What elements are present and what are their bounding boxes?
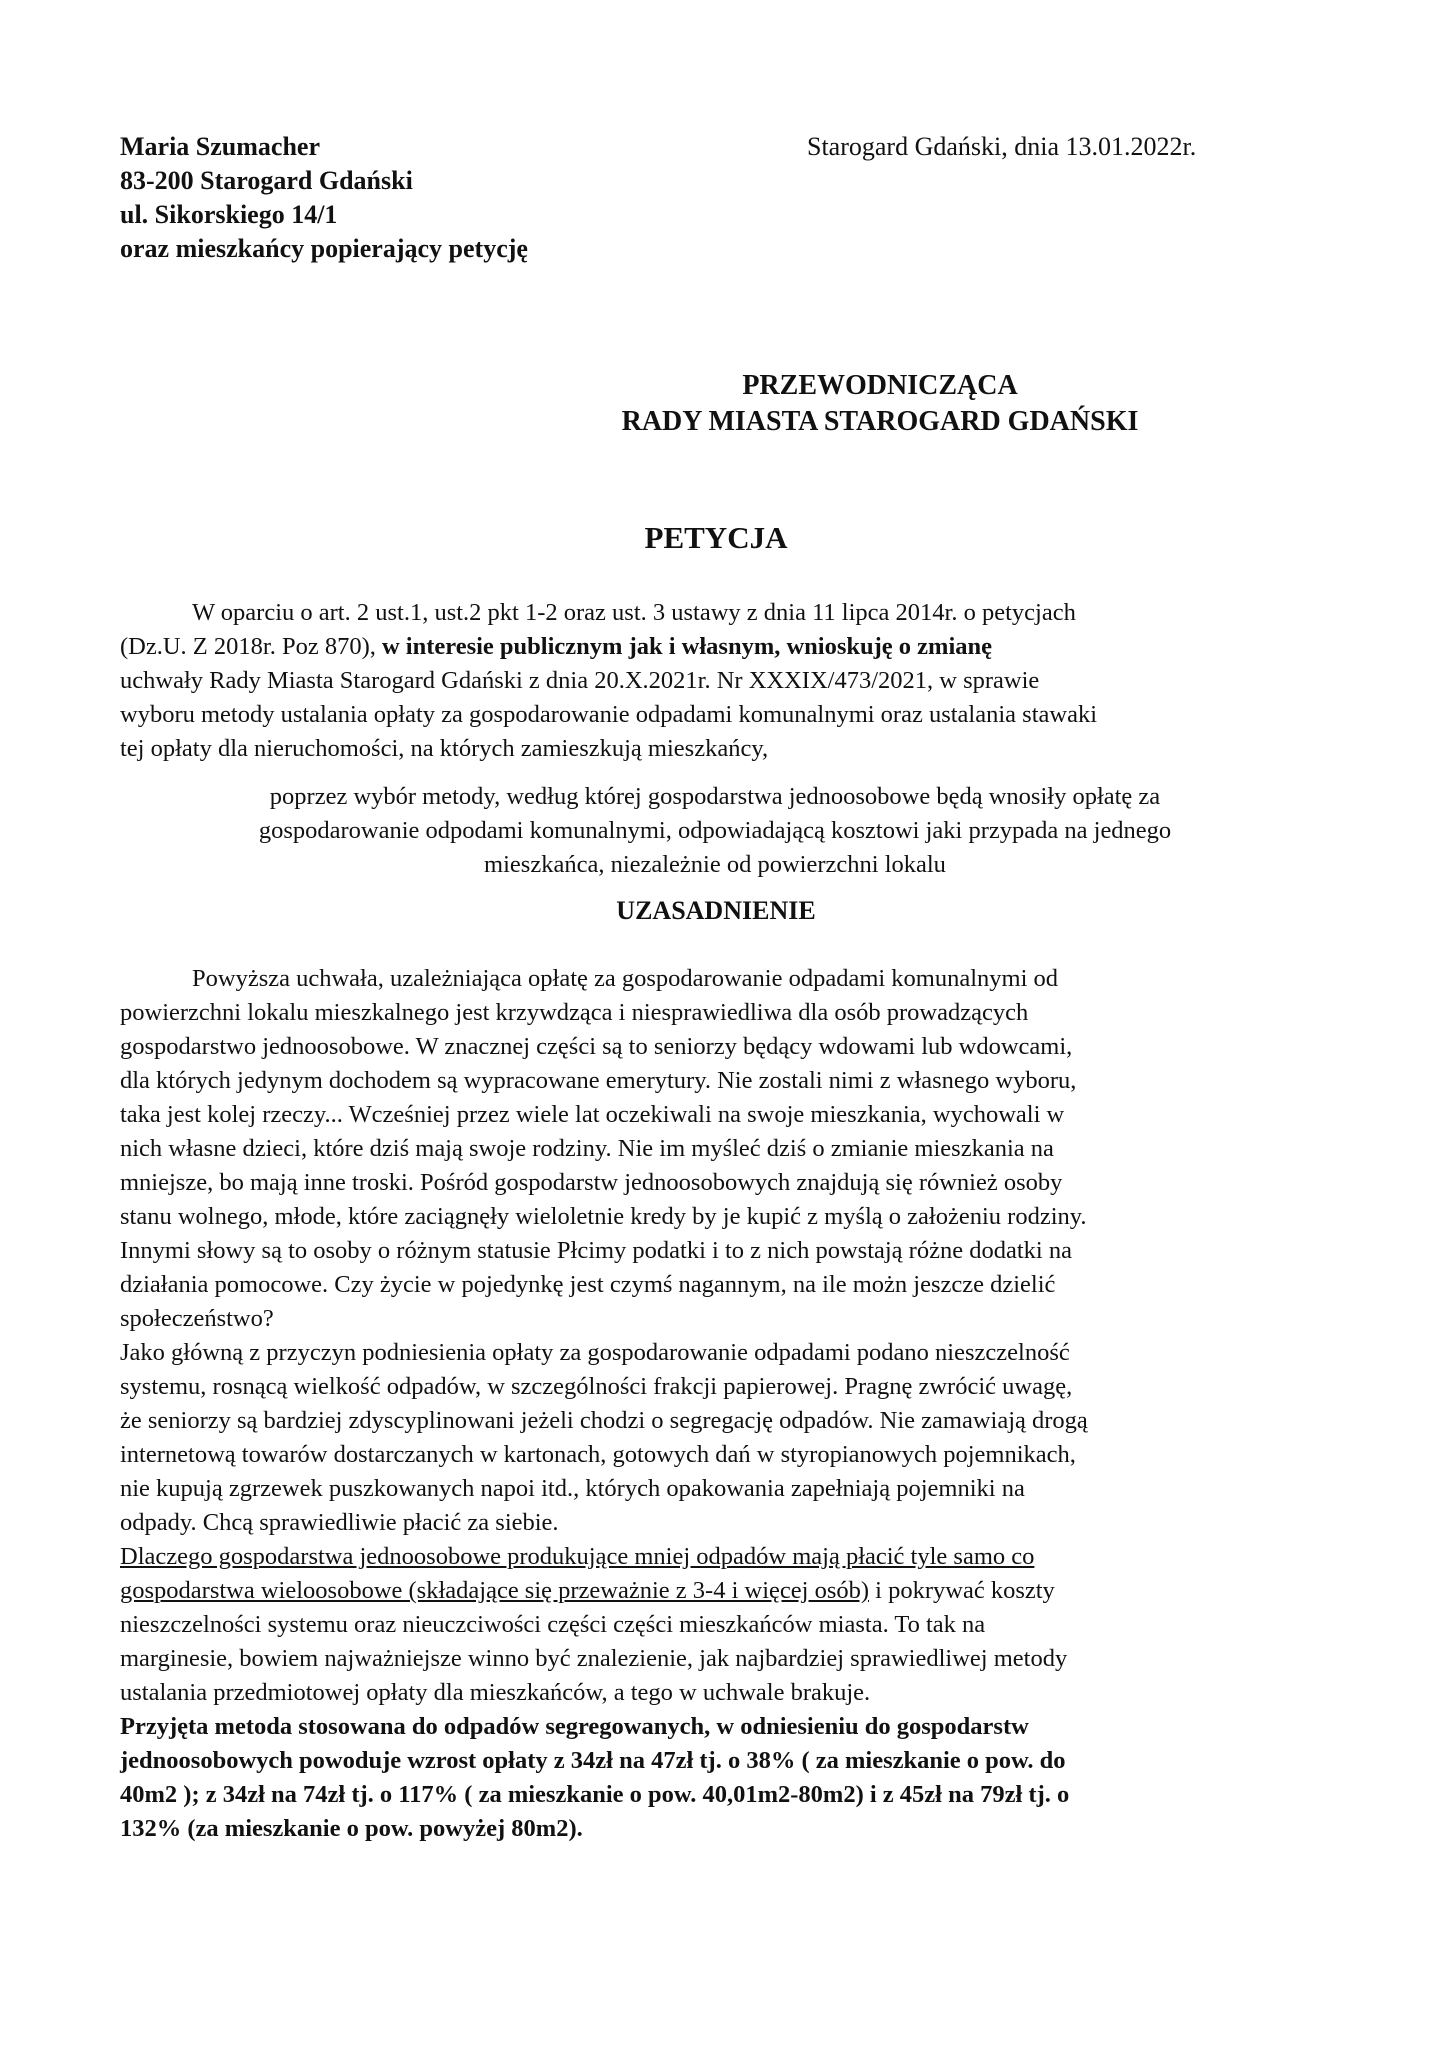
text-span: (Dz.U. Z 2018r. Poz 870), — [120, 633, 382, 660]
text-line: uchwały Rady Miasta Starogard Gdański z dnia 20.X.2021r. Nr XXXIX/473/2021, w sprawie — [120, 667, 1040, 694]
text-line: gospodarstwo jednoosobowe. W znacznej części są to seniorzy będący wdowami lub wdowcami, — [120, 1033, 1073, 1060]
text-line: taka jest kolej rzeczy... Wcześniej przez wiele lat oczekiwali na swoje mieszkania, wychowali w — [120, 1101, 1065, 1128]
text-line: gospodarowanie odpodami komunalnymi, odpowiadającą kosztowi jaki przypada na jednego — [258, 817, 1172, 844]
bold-line: jednoosobowych powoduje wzrost opłaty z 34zł na 47zł tj. o 38% ( za mieszkanie o pow. do — [120, 1747, 1066, 1774]
text-line: dla których jedynym dochodem są wypracowane emerytury. Nie zostali nimi z własnego wyboru, — [120, 1067, 1077, 1094]
document-title: PETYCJA — [644, 520, 788, 555]
text-line: działania pomocowe. Czy życie w pojedynkę jest czymś nagannym, na ile możn jeszcze dzielić — [120, 1271, 1056, 1298]
text-line: systemu, rosnącą wielkość odpadów, w szczególności frakcji papierowej. Pragnę zwrócić uwagę, — [120, 1373, 1073, 1400]
sender-postal: 83-200 Starogard Gdański — [120, 166, 413, 195]
recipient-block — [560, 368, 1200, 440]
underlined-text: gospodarstwa wieloosobowe (składające się przeważnie z 3-4 i więcej osób) — [120, 1577, 870, 1604]
underlined-line: Dlaczego gospodarstwa jednoosobowe produkujące mniej odpadów mają płacić tyle samo co — [120, 1543, 1035, 1570]
request-paragraph — [160, 780, 1270, 882]
text-line: nie kupują zgrzewek puszkowanych napoi itd., których opakowania zapełniają pojemniki na — [120, 1475, 1025, 1502]
text-line: nich własne dzieci, które dziś mają swoje rodziny. Nie im myśleć dziś o zmianie mieszkania na — [120, 1135, 1054, 1162]
text-line: mieszkańca, niezależnie od powierzchni lokalu — [484, 851, 946, 878]
text-line: że seniorzy są bardziej zdyscyplinowani jeżeli chodzi o segregację odpadów. Nie zamawiają drogą — [120, 1407, 1088, 1434]
text-line: odpady. Chcą sprawiedliwie płacić za siebie. — [120, 1509, 559, 1536]
justification-text — [120, 962, 1316, 1846]
sender-supporters: oraz mieszkańcy popierający petycję — [120, 234, 528, 263]
petition-paragraph — [120, 596, 1316, 766]
text-line: stanu wolnego, młode, które zaciągnęły wieloletnie kredy by je kupić z myślą o założeniu rodziny. — [120, 1203, 1087, 1230]
justification-heading: UZASADNIENIE — [616, 896, 816, 925]
place-date: Starogard Gdański, dnia 13.01.2022r. — [807, 132, 1197, 161]
bold-line: Przyjęta metoda stosowana do odpadów segregowanych, w odniesieniu do gospodarstw — [120, 1713, 1029, 1740]
sender-street: ul. Sikorskiego 14/1 — [120, 200, 338, 229]
text-line: tej opłaty dla nieruchomości, na których zamieszkują mieszkańcy, — [120, 735, 769, 762]
text-line: ustalania przedmiotowej opłaty dla mieszkańców, a tego w uchwale brakuje. — [120, 1679, 871, 1706]
text-line: powierzchni lokalu mieszkalnego jest krzywdząca i niesprawiedliwa dla osób prowadzących — [120, 999, 1029, 1026]
text-line — [120, 1574, 1316, 1608]
text-line: mniejsze, bo mają inne troski. Pośród gospodarstw jednoosobowych znajdują się również osoby — [120, 1169, 1063, 1196]
sender-block — [120, 130, 528, 266]
text-line: społeczeństwo? — [120, 1305, 274, 1332]
text-line: Jako główną z przyczyn podniesienia opłaty za gospodarowanie odpadami podano nieszczelność — [120, 1339, 1070, 1366]
text-line: wyboru metody ustalania opłaty za gospodarowanie odpadami komunalnymi oraz ustalania stawaki — [120, 701, 1098, 728]
sender-name: Maria Szumacher — [120, 132, 321, 161]
recipient-line2: RADY MIASTA STAROGARD GDAŃSKI — [621, 406, 1139, 437]
text-line: Powyższa uchwała, uzależniająca opłatę za gospodarowanie odpadami komunalnymi od — [192, 965, 1059, 992]
text-line: marginesie, bowiem najważniejsze winno być znalezienie, jak najbardziej sprawiedliwej metody — [120, 1645, 1068, 1672]
text-line: nieszczelności systemu oraz nieuczciwości części części mieszkańców miasta. To tak na — [120, 1611, 986, 1638]
text-line: Innymi słowy są to osoby o różnym statusie Płcimy podatki i to z nich powstają różne dodatki na — [120, 1237, 1072, 1264]
text-line — [120, 630, 1316, 664]
bold-line: 132% (za mieszkanie o pow. powyżej 80m2). — [120, 1815, 583, 1842]
text-line: poprzez wybór metody, według której gospodarstwa jednoosobowe będą wnosiły opłatę za — [269, 783, 1161, 810]
recipient-line1: PRZEWODNICZĄCA — [742, 370, 1018, 401]
text-line: W oparciu o art. 2 ust.1, ust.2 pkt 1-2 oraz ust. 3 ustawy z dnia 11 lipca 2014r. o petycjach — [192, 599, 1076, 626]
emphasized-text: w interesie publicznym jak i własnym, wnioskuję o zmianę — [381, 633, 993, 660]
text-span: i pokrywać koszty — [869, 1577, 1055, 1604]
text-line: internetową towarów dostarczanych w kartonach, gotowych dań w styropianowych pojemnikach, — [120, 1441, 1076, 1468]
bold-line: 40m2 ); z 34zł na 74zł tj. o 117% ( za mieszkanie o pow. 40,01m2-80m2) i z 45zł na 79zł tj. o — [120, 1781, 1070, 1808]
